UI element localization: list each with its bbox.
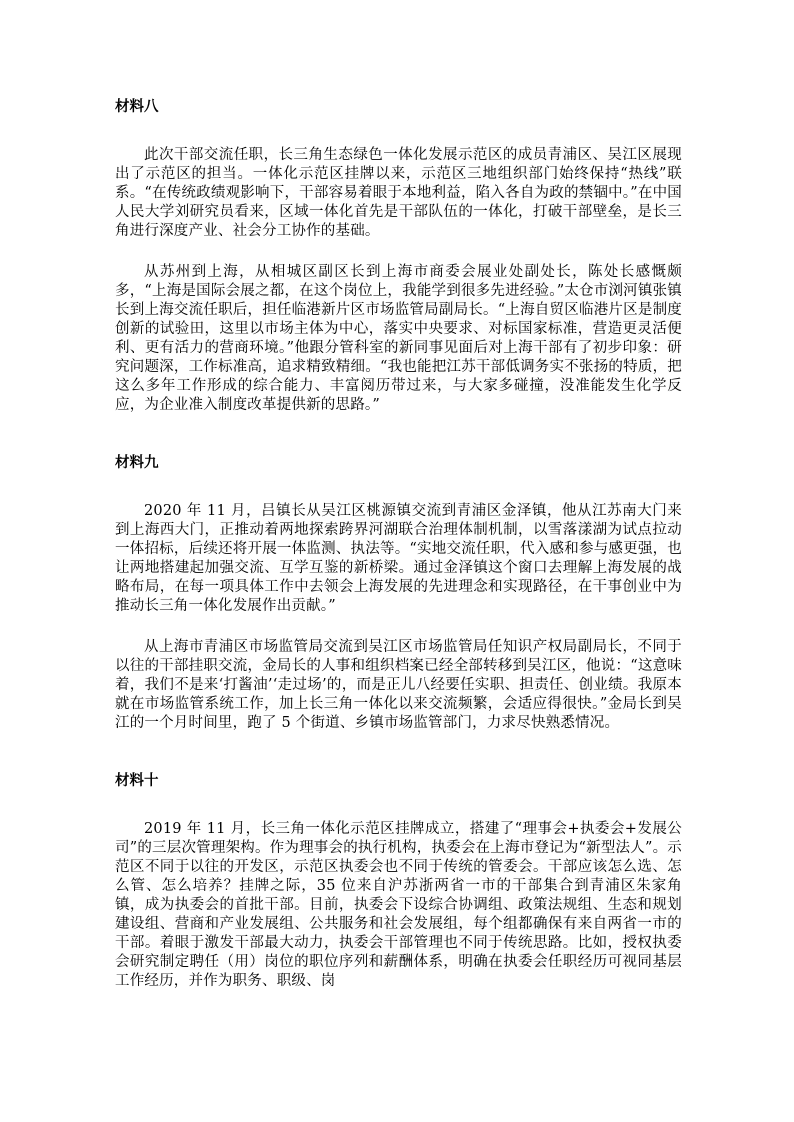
paragraph: 此次干部交流任职，长三角生态绿色一体化发展示范区的成员青浦区、吴江区展现出了示范区的担当。一体化示范区挂牌以来，示范区三地组织部门始终保持“热线”联系。“在传统政绩观影响下，干部容易着眼于本地利益，陷入各自为政的禁锢中。”在中国人民大学刘研究员看来，区域一体化首先是干部队伍的一体化，打破干部壁垒，是长三角进行深度产业、社会分工协作的基础。 — [115, 147, 682, 239]
section-heading: 材料八 — [115, 98, 159, 115]
paragraph: 2019 年 11 月，长三角一体化示范区挂牌成立，搭建了“理事会+执委会+发展公司”的三层次管理架构。作为理事会的执行机构，执委会在上海市登记为“新型法人”。示范区不同于以往的开发区，示范区执委会也不同于传统的管委会。干部应该怎么选、怎么管、怎么培养？挂牌之际，35 位来自沪苏浙两省一市的干部集合到青浦区朱家角镇，成为执委会的首批干部。目前，执委会下设综合协调组、政策法规组、生态和规划建设组、营商和产业发展组、公共服务和社会发展组，每个组都确保有来自两省一市的干部。着眼于激发干部最大动力，执委会干部管理也不同于传统思路。比如，授权执委会研究制定聘任（用）岗位的职位序列和薪酬体系，明确在执委会任职经历可视同基层工作经历，并作为职务、职级、岗 — [115, 821, 682, 989]
section-material-eight — [115, 97, 682, 415]
paragraph: 从上海市青浦区市场监管局交流到吴江区市场监管局任知识产权局副局长，不同于以往的干部挂职交流，金局长的人事和组织档案已经全部转移到吴江区，他说：“这意味着，我们不是来‘打酱油’‘走过场’的，而是正儿八经要任实职、担责任、创业绩。我原本就在市场监管系统工作，加上长三角一体化以来交流频繁，会适应得很快。”金局长到吴江的一个月时间里，跑了 5 个街道、乡镇市场监管部门，力求尽快熟悉情况。 — [115, 639, 682, 731]
section-material-ten — [115, 771, 682, 991]
paragraph: 2020 年 11 月，吕镇长从吴江区桃源镇交流到青浦区金泽镇，他从江苏南大门来到上海西大门，正推动着两地探索跨界河湖联合治理体制机制，以雪落漾湖为试点拉动一体招标，后续还将开展一体监测、执法等。“实地交流任职，代入感和参与感更强，也让两地搭建起加强交流、互学互鉴的新桥梁。通过金泽镇这个窗口去理解上海发展的战略布局，在每一项具体工作中去领会上海发展的先进理念和实现路径，在干事创业中为推动长三角一体化发展作出贡献。” — [115, 503, 682, 614]
section-heading: 材料九 — [115, 454, 159, 471]
section-heading: 材料十 — [115, 772, 159, 789]
paragraph: 从苏州到上海，从相城区副区长到上海市商委会展业处副处长，陈处长感慨颇多，“上海是国际会展之都，在这个岗位上，我能学到很多先进经验。”太仓市浏河镇张镇长到上海交流任职后，担任临港新片区市场监管局副局长。“上海自贸区临港片区是制度创新的试验田，这里以市场主体为中心，落实中央要求、对标国家标准，营造更灵活便利、更有活力的营商环境。”他跟分管科室的新同事见面后对上海干部有了初步印象：研究问题深，工作标准高，追求精致精细。“我也能把江苏干部低调务实不张扬的特质，把这么多年工作形成的综合能力、丰富阅历带过来，与大家多碰撞，没准能发生化学反应，为企业准入制度改革提供新的思路。” — [115, 264, 682, 413]
section-material-nine — [115, 453, 682, 733]
